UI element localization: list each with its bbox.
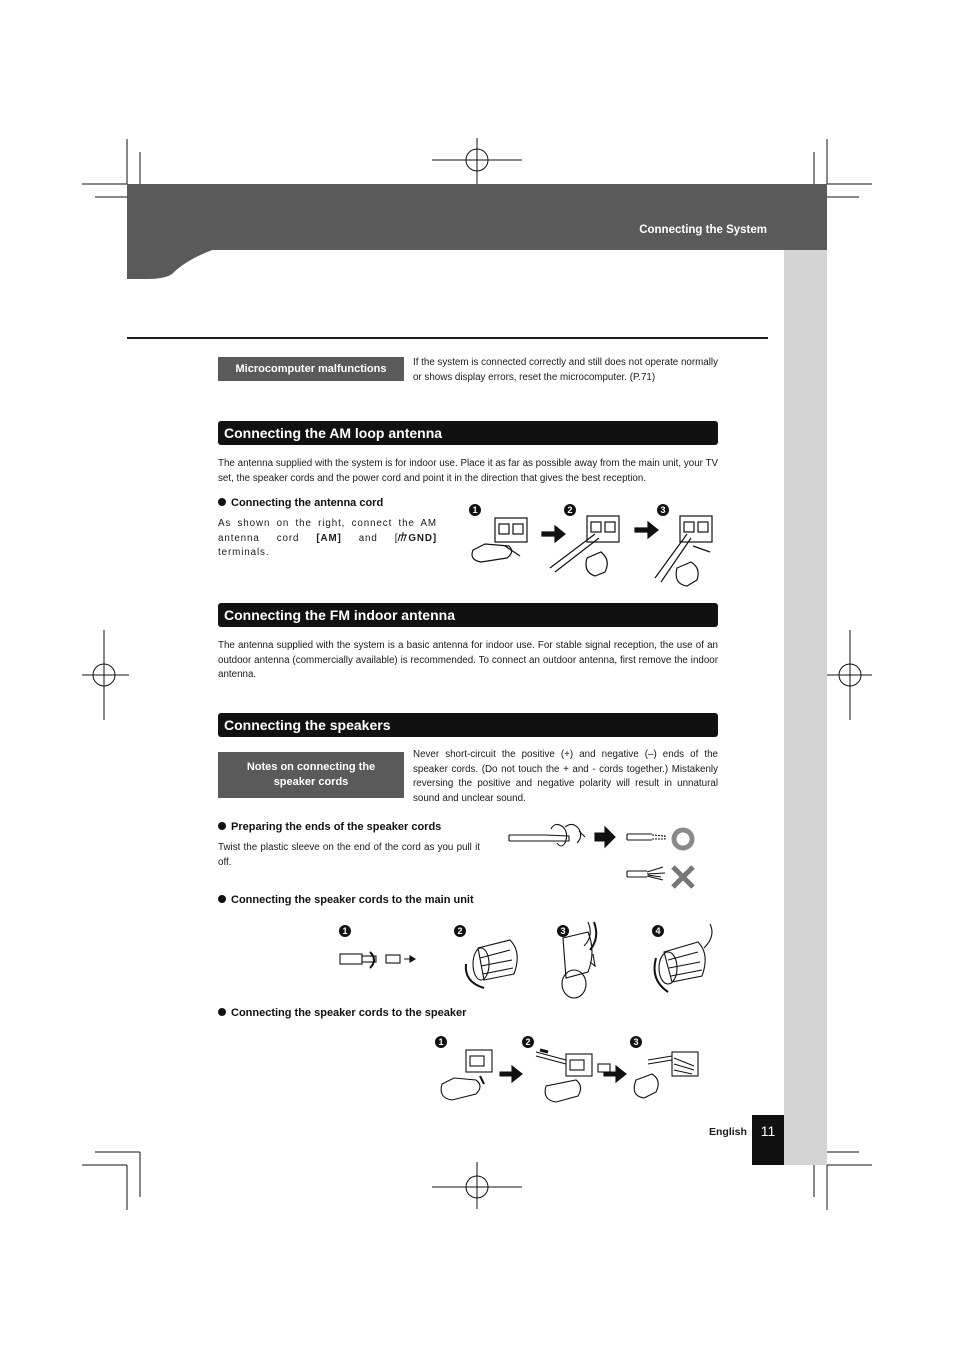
horizontal-rule [127, 337, 768, 339]
section-title-speakers: Connecting the speakers [218, 713, 718, 737]
main-unit-step-badge-1: 1 [339, 925, 351, 937]
am-intro-text: The antenna supplied with the system is for indoor use. Place it as far as possible away from the main unit, your TV set, the speaker cords and the power cord and point it in the direction that gives the best reception. [218, 458, 718, 484]
main-unit-step-badge-4: 4 [652, 925, 664, 937]
main-unit-step-badge-2: 2 [454, 925, 466, 937]
main-unit-terminal-illustration [338, 918, 718, 998]
speaker-step-badge-2: 2 [522, 1036, 534, 1048]
main-unit-heading-label: Connecting the speaker cords to the main unit [231, 894, 474, 906]
speaker-notes-label: Notes on connecting the speaker cords [218, 752, 404, 798]
speaker-terminal-illustration [436, 1040, 706, 1110]
page-number: 11 [752, 1115, 784, 1165]
bullet-icon [218, 498, 226, 506]
am-step-badge-3: 3 [657, 504, 669, 516]
circle-ok-icon [670, 826, 696, 852]
bullet-icon [218, 822, 226, 830]
microcomputer-text: If the system is connected correctly and still does not operate normally or shows display errors, reset the microcomputer. (P.71) [413, 357, 718, 383]
am-step-badge-2: 2 [564, 504, 576, 516]
am-subheading [218, 497, 383, 509]
prep-heading-label: Preparing the ends of the speaker cords [231, 821, 442, 833]
speaker-heading-label: Connecting the speaker cords to the speaker [231, 1007, 467, 1019]
speaker-step-badge-1: 1 [435, 1036, 447, 1048]
am-step-badge-1: 1 [469, 504, 481, 516]
registration-crosshair-icon [427, 1137, 527, 1237]
section-title-am: Connecting the AM loop antenna [218, 421, 718, 445]
cross-ng-icon [670, 864, 696, 890]
speaker-notes-text: Never short-circuit the positive (+) and negative (–) ends of the speaker cords. (Do not touch the + and - cords together.) Mistakenly reversing the positive and negative polarity will result in unnatural sound and unclear sound. [413, 749, 718, 804]
microcomputer-label: Microcomputer malfunctions [218, 357, 404, 381]
bullet-icon [218, 895, 226, 903]
main-unit-heading [218, 894, 474, 906]
section-title-fm: Connecting the FM indoor antenna [218, 603, 718, 627]
header-band [127, 184, 827, 250]
prep-text: Twist the plastic sleeve on the end of the cord as you pull it off. [218, 842, 480, 868]
fm-text: The antenna supplied with the system is a basic antenna for indoor use. For stable signal reception, the use of an outdoor antenna (commercially available) is recommended. To connect an outdoor antenna, first remove the indoor antenna. [218, 640, 718, 680]
page-header-title: Connecting the System [639, 224, 767, 236]
ground-symbol-icon [398, 532, 408, 542]
prep-heading [218, 821, 441, 833]
side-strip [784, 250, 827, 1165]
bullet-icon [218, 1008, 226, 1016]
am-subtext: As shown on the right, connect the AM antenna cord [AM] and [ GND] terminals. [218, 518, 437, 558]
main-unit-step-badge-3: 3 [557, 925, 569, 937]
registration-crosshair-icon [54, 625, 154, 725]
speaker-heading [218, 1007, 466, 1019]
header-band-tab [127, 249, 227, 289]
speaker-step-badge-3: 3 [630, 1036, 642, 1048]
footer-language: English [709, 1126, 747, 1138]
am-antenna-illustration [465, 508, 725, 598]
am-subheading-label: Connecting the antenna cord [231, 497, 384, 509]
